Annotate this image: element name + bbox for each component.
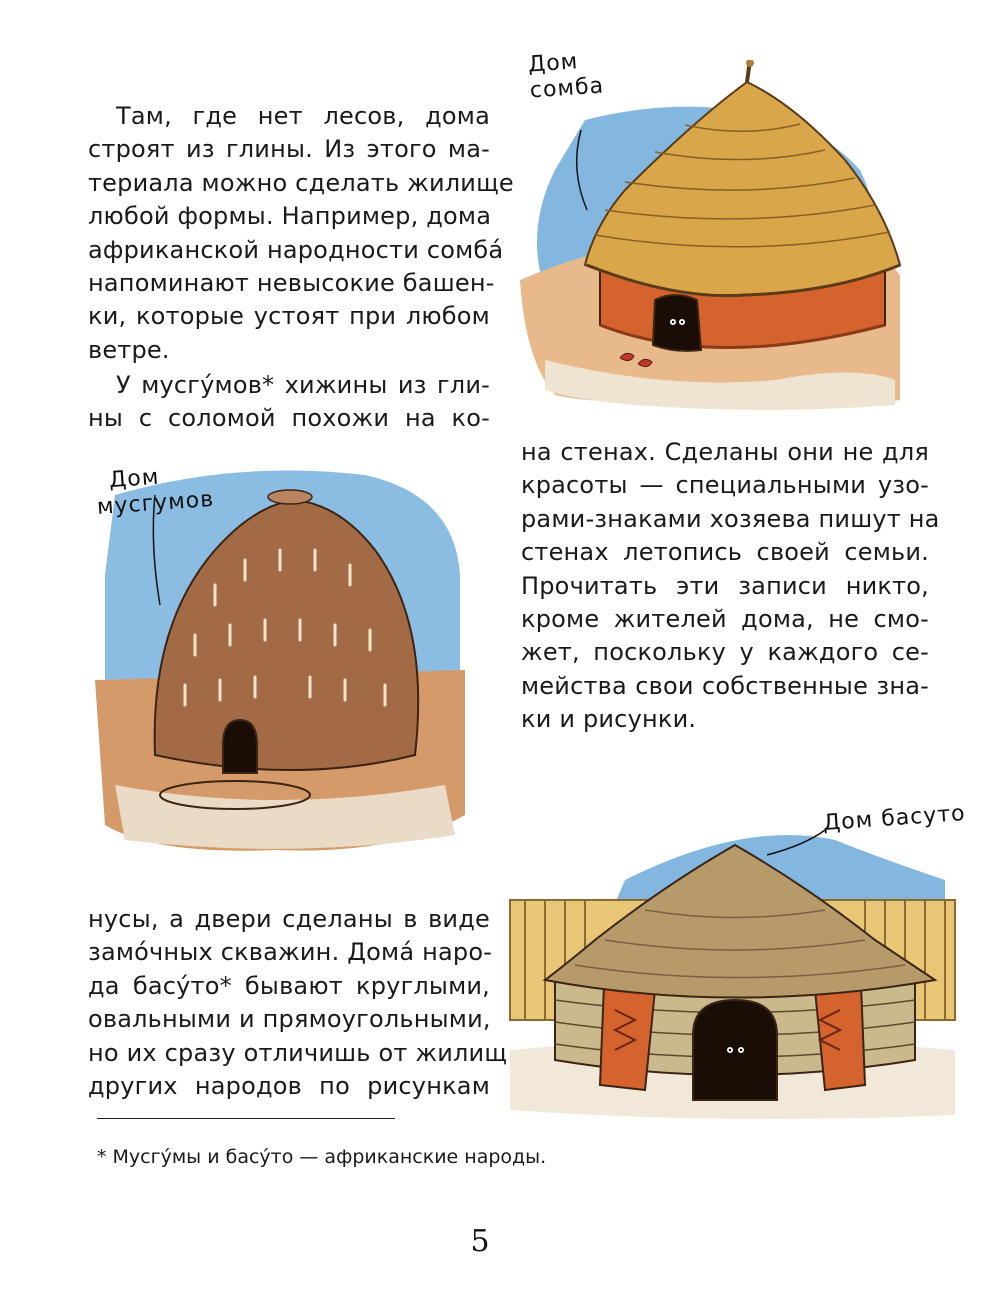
paragraph-4 bbox=[88, 903, 508, 1103]
text-line: ки и рисунки. bbox=[521, 705, 697, 734]
somba-house-illustration bbox=[515, 60, 905, 415]
page-number: 5 bbox=[470, 1224, 490, 1259]
text-line: У мусгу́мов* хижины из гли- bbox=[116, 371, 490, 399]
text-line: рами-знаками хозяева пишут на bbox=[521, 504, 940, 533]
text-line: любой формы. Например, дома bbox=[88, 202, 492, 231]
paragraph-1 bbox=[88, 100, 514, 367]
text-line: напоминают невысокие башен- bbox=[88, 268, 495, 297]
text-line: на стенах. Сделаны они не для bbox=[521, 438, 929, 466]
text-line: овальными и прямоугольными, bbox=[88, 1005, 491, 1034]
label-line: мусгумов bbox=[96, 486, 215, 521]
label-line: Дом басуто bbox=[822, 801, 967, 836]
text-line: териала можно сделать жилище bbox=[88, 168, 514, 197]
text-line: Прочитать эти записи никто, bbox=[521, 571, 929, 600]
text-line: но их сразу отличишь от жилищ bbox=[88, 1038, 508, 1067]
text-line: жет, поскольку у каждого се- bbox=[521, 638, 929, 667]
somba-label bbox=[527, 47, 605, 104]
label-line: Дом bbox=[527, 49, 580, 78]
text-line: кроме жителей дома, не смо- bbox=[521, 604, 929, 633]
text-line: строят из глины. Из этого ма- bbox=[88, 135, 490, 164]
text-line: замо́чных скважин. Дома́ наро- bbox=[88, 938, 493, 967]
paragraph-3 bbox=[521, 436, 940, 737]
basuto-house-illustration bbox=[505, 800, 965, 1120]
text-line: африканской народности сомба́ bbox=[88, 235, 504, 264]
label-line: Дом bbox=[108, 464, 161, 494]
text-line: ветре. bbox=[88, 335, 170, 364]
paragraph-2 bbox=[88, 369, 490, 436]
text-line: Там, где нет лесов, дома bbox=[116, 102, 490, 130]
footnote: * Мусгу́мы и басу́то — африканские народы. bbox=[97, 1146, 547, 1168]
keyhole-door bbox=[223, 720, 257, 773]
text-line: мейства свои собственные зна- bbox=[521, 671, 929, 700]
label-line: сомба bbox=[529, 73, 605, 104]
arched-door bbox=[693, 1000, 777, 1100]
text-line: красоты — специальными узо- bbox=[521, 471, 929, 500]
musgum-label bbox=[94, 461, 215, 521]
text-line: нусы, а двери сделаны в виде bbox=[88, 905, 490, 933]
text-line: стенах летопись своей семьи. bbox=[521, 538, 929, 567]
text-line: других народов по рисункам bbox=[88, 1071, 490, 1100]
text-line: ны с соломой похожи на ко- bbox=[88, 404, 490, 433]
footnote-rule bbox=[97, 1118, 395, 1119]
text-line: да басу́то* бывают круглыми, bbox=[88, 971, 490, 1000]
doorway bbox=[653, 295, 701, 351]
text-line: ки, которые устоят при любом bbox=[88, 302, 490, 331]
